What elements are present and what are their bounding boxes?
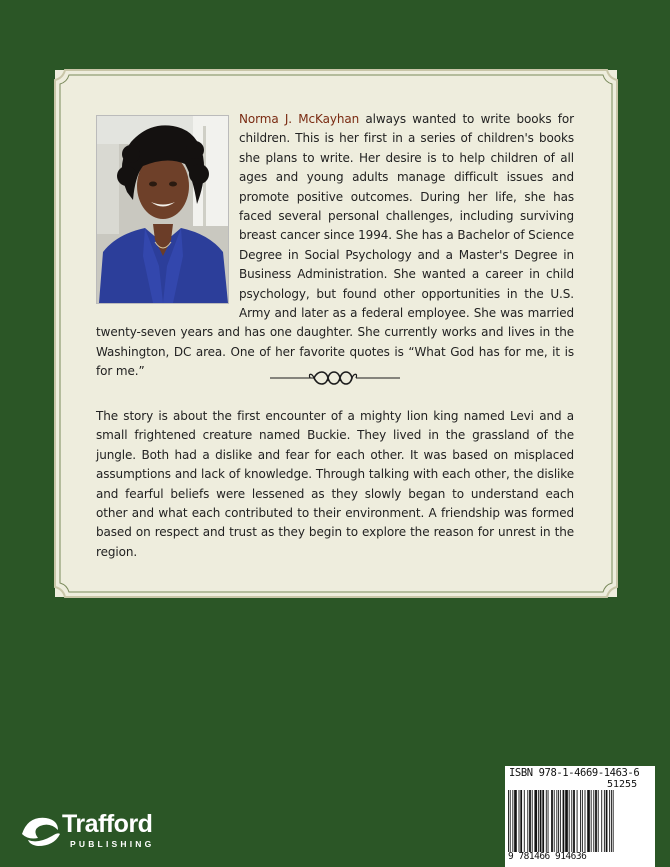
barcode-bar [580, 790, 581, 852]
barcode-bar [613, 790, 614, 852]
barcode-bar [593, 790, 594, 852]
publisher-name: Trafford [62, 810, 153, 838]
barcode-bar [508, 790, 509, 852]
barcode-bar [548, 790, 549, 852]
barcode-bar [532, 790, 533, 852]
barcode-bar [510, 790, 511, 852]
barcode-bar [558, 790, 559, 852]
trafford-wave-icon [18, 810, 62, 850]
barcode-bar [604, 790, 605, 852]
barcode-bar [534, 790, 537, 852]
bio-text: always wanted to write books for children. This is her first in a series of children's books she plans to write. Her desire is to help children of all ages and young adults manage difficult issues and promote positive outcomes. During her life, she has faced several personal challenges, including surviving breast cancer since 1994. She has a Bachelor of Science Degree in Social Psychology and a Master's Degree in Business Administration. She wanted a career in child psychology, but found other opportunities in the U.S. Army and later as a federal employee. She was married twenty-seven years and has one daughter. She currently works and lives in the Washington, DC area. One of her favorite quotes is “What God has for me, it is for me.” [96, 112, 574, 379]
ean-digits: 9 781466 914636 [508, 851, 587, 862]
isbn-barcode [505, 766, 655, 867]
publisher-subtitle: PUBLISHING [70, 839, 155, 849]
barcode-bar [546, 790, 547, 852]
barcode-bar [611, 790, 612, 852]
barcode-bar [527, 790, 528, 852]
barcode-bar [560, 790, 561, 852]
publisher-logo [18, 810, 188, 854]
barcode-bar [595, 790, 597, 852]
author-portrait-image [97, 116, 228, 303]
barcode-bar [585, 790, 586, 852]
story-synopsis: The story is about the first encounter of a mighty lion king named Levi and a small frightened creature named Buckie. They lived in the grassland of the jungle. Both had a dislike and fear for each other. It was based on misplaced assumptions and lack of knowledge. Through talking with each other, the dislike and fearful beliefs were lessened as they slowly began to understand each other and what each contributed to their environment. A friendship was formed based on respect and trust as they begin to explore the reason for unrest in the region. [96, 409, 574, 559]
barcode-bar [529, 790, 531, 852]
barcode-bar [520, 790, 522, 852]
barcode-bar [542, 790, 544, 852]
barcode-bar [565, 790, 568, 852]
barcode-bar [569, 790, 570, 852]
barcode-bar [563, 790, 565, 852]
barcode-bar [556, 790, 557, 852]
barcode-bar [573, 790, 575, 852]
barcode-bar [519, 790, 520, 852]
barcode-bar [587, 790, 590, 852]
barcode-bar [577, 790, 578, 852]
barcode-bar [601, 790, 602, 852]
barcode-bar [554, 790, 555, 852]
barcode-bar [606, 790, 608, 852]
author-photo [96, 115, 229, 304]
barcode-bar [582, 790, 583, 852]
barcode-bar [609, 790, 610, 852]
isbn-number: ISBN 978-1-4669-1463-6 [509, 767, 640, 779]
author-name: Norma J. McKayhan [239, 112, 360, 126]
barcode-bar [538, 790, 539, 852]
barcode-bar [598, 790, 599, 852]
barcode-bar [524, 790, 525, 852]
barcode-bar [551, 790, 553, 852]
barcode-bar [540, 790, 542, 852]
barcode-bar [591, 790, 592, 852]
barcode-bar [571, 790, 572, 852]
barcode-bar [514, 790, 517, 852]
price-code: 51255 [607, 779, 638, 790]
author-bio [96, 110, 574, 382]
barcode-bars [508, 790, 653, 852]
ornamental-divider [268, 368, 402, 388]
barcode-bar [512, 790, 513, 852]
